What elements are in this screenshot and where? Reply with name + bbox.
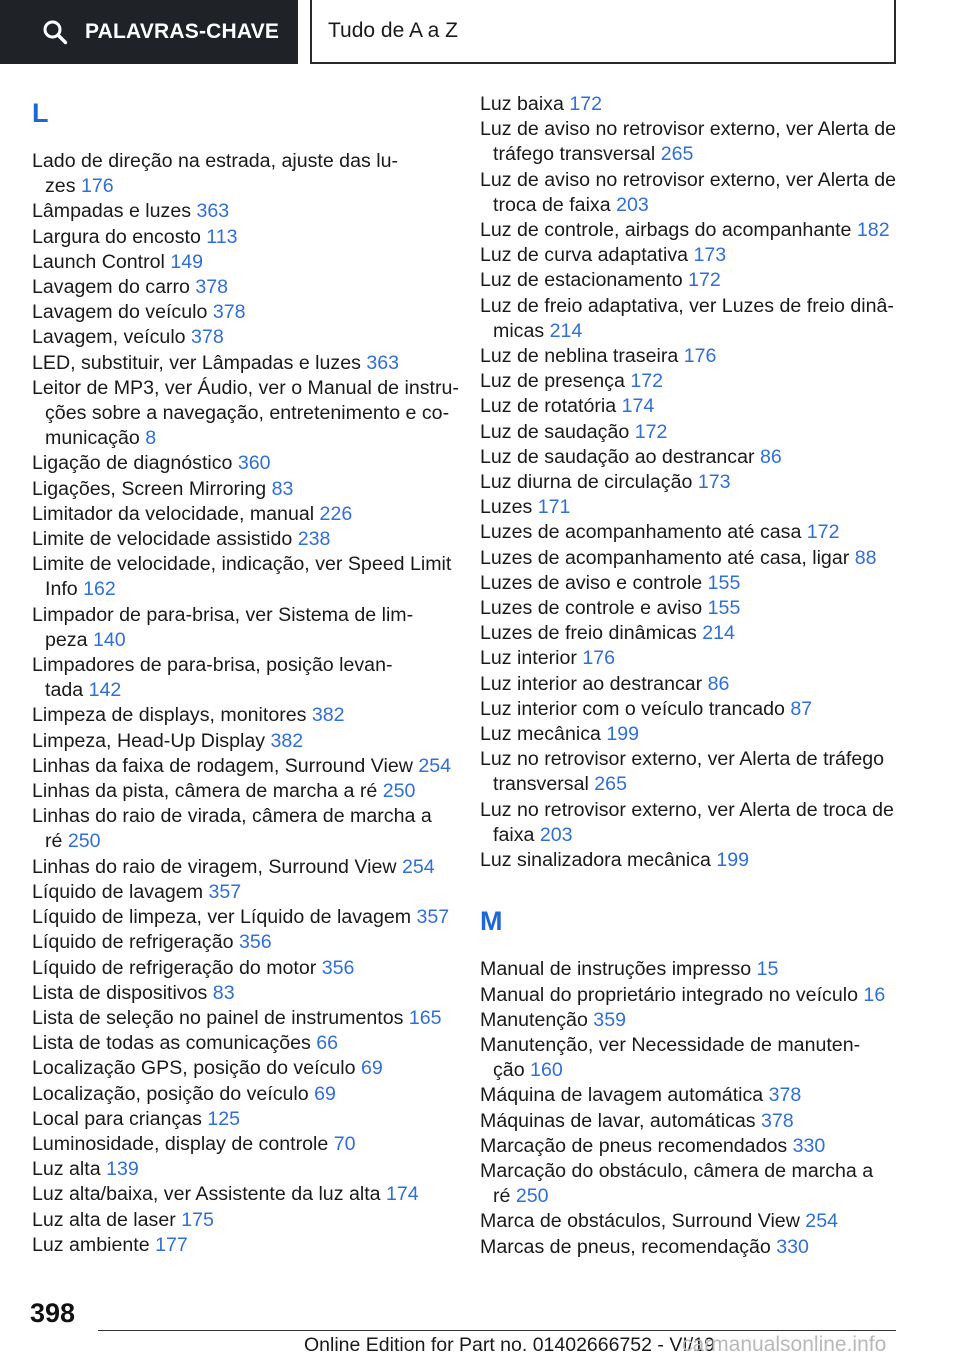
page-reference-link[interactable]: 66 xyxy=(316,1032,339,1055)
entry-text: Manutenção xyxy=(480,1008,594,1031)
index-entry xyxy=(32,351,452,376)
entry-text: Marca de obstáculos, Surround View xyxy=(480,1210,806,1233)
entry-text: Luz de aviso no retrovisor externo, ver Alerta de xyxy=(480,168,897,191)
index-entry xyxy=(32,1208,452,1233)
page-reference-link[interactable]: 357 xyxy=(208,880,242,903)
tab-a-to-z-label: Tudo de A a Z xyxy=(328,19,458,42)
entry-text: ré xyxy=(493,1185,516,1208)
entry-text: Luz de saudação xyxy=(480,420,635,443)
entry-text: Info xyxy=(45,578,84,601)
index-entry xyxy=(32,527,452,552)
page-reference-link[interactable]: 254 xyxy=(401,855,435,878)
entry-text: Luz de neblina traseira xyxy=(480,345,684,368)
entry-text: Linhas do raio de viragem, Surround View xyxy=(32,855,402,878)
entry-text: Luz de curva adaptativa xyxy=(480,244,694,267)
index-entry xyxy=(32,729,452,754)
page-reference-link[interactable]: 172 xyxy=(569,93,603,115)
index-entry xyxy=(480,294,900,344)
entry-text: Lavagem do carro xyxy=(32,276,196,299)
entry-text: Luz no retrovisor externo, ver Alerta de tráfego xyxy=(480,748,885,771)
watermark: carmanualsonline.info xyxy=(682,1333,887,1356)
page-reference-link[interactable]: 357 xyxy=(416,906,450,929)
index-entry xyxy=(32,199,452,224)
index-entry xyxy=(480,747,900,797)
page-reference-link[interactable]: 176 xyxy=(80,175,114,198)
page-reference-link[interactable]: 86 xyxy=(707,672,730,695)
page-reference-link[interactable]: 165 xyxy=(408,1006,442,1029)
page-reference-link[interactable]: 378 xyxy=(761,1109,794,1132)
index-entry xyxy=(480,571,900,596)
entry-text: ções sobre a navegação, entretenimento e co- xyxy=(45,402,450,425)
page-reference-link[interactable]: 359 xyxy=(593,1008,626,1031)
entry-text: Luzes de controle e aviso xyxy=(480,597,708,620)
entry-text: Líquido de limpeza, ver Líquido de lavagem xyxy=(32,906,417,929)
index-entry xyxy=(480,1159,900,1209)
page-reference-link[interactable]: 226 xyxy=(319,502,353,525)
edition-info: Online Edition for Part no. 01402666752 - VI/19 xyxy=(304,1334,715,1356)
entry-text: Limite de velocidade assistido xyxy=(32,528,298,551)
index-entry xyxy=(480,520,900,545)
page-reference-link[interactable]: 378 xyxy=(212,301,246,324)
index-entry xyxy=(480,1033,900,1083)
index-entry xyxy=(32,325,452,350)
page-reference-link[interactable]: 203 xyxy=(539,823,573,846)
entry-text: tada xyxy=(45,679,89,702)
index-entry xyxy=(32,250,452,275)
entry-text: Marcas de pneus, recomendação xyxy=(480,1235,777,1258)
index-entry xyxy=(32,855,452,880)
entry-text: Luz de estacionamento xyxy=(480,269,689,292)
page-reference-link[interactable]: 155 xyxy=(707,597,741,620)
index-entry xyxy=(480,621,900,646)
page-reference-link[interactable]: 378 xyxy=(191,326,224,349)
page-reference-link[interactable]: 176 xyxy=(683,345,717,368)
page-reference-link[interactable]: 254 xyxy=(805,1210,838,1233)
page-reference-link[interactable]: 176 xyxy=(582,647,616,670)
index-entry xyxy=(480,117,900,167)
index-entry xyxy=(480,1235,900,1260)
page-reference-link[interactable]: 155 xyxy=(707,571,741,594)
entry-text: Líquido de lavagem xyxy=(32,880,209,903)
entry-text: Ligação de diagnóstico xyxy=(32,452,238,475)
page-reference-link[interactable]: 378 xyxy=(768,1084,802,1107)
page-reference-link[interactable]: 70 xyxy=(333,1132,356,1155)
entry-text: Lista de todas as comunicações xyxy=(32,1032,317,1055)
index-entry xyxy=(480,957,900,982)
entry-text: Lâmpadas e luzes xyxy=(32,200,197,223)
index-entry xyxy=(480,1083,900,1108)
keywords-label: PALAVRAS-CHAVE xyxy=(85,20,280,43)
entry-text: transversal xyxy=(493,773,595,796)
page-reference-link[interactable]: 88 xyxy=(854,546,877,569)
entry-text: Limpeza, Head-Up Display xyxy=(32,729,271,752)
page-reference-link[interactable]: 378 xyxy=(195,276,229,299)
entry-text: Largura do encosto xyxy=(32,225,207,248)
entry-text: municação xyxy=(45,427,146,450)
keywords-button[interactable] xyxy=(0,0,298,64)
page-reference-link[interactable]: 173 xyxy=(693,244,727,267)
entry-text: Luz ambiente xyxy=(32,1233,156,1256)
index-entry xyxy=(32,703,452,728)
index-entry xyxy=(32,1233,452,1258)
letter-spacer xyxy=(480,939,900,957)
index-entry xyxy=(480,218,900,243)
entry-text: Luz alta xyxy=(32,1158,107,1181)
entry-text: Lavagem, veículo xyxy=(32,326,192,349)
index-entry xyxy=(480,420,900,445)
index-entry xyxy=(480,546,900,571)
entry-text: Luz alta de laser xyxy=(32,1208,182,1231)
entry-text: Lista de seleção no painel de instrumentos xyxy=(32,1006,409,1029)
index-entry xyxy=(32,779,452,804)
index-entry xyxy=(32,552,452,602)
index-entry xyxy=(32,1082,452,1107)
page-reference-link[interactable]: 250 xyxy=(515,1185,549,1208)
index-entry xyxy=(480,1109,900,1134)
entry-text: Localização, posição do veículo xyxy=(32,1082,315,1105)
page-reference-link[interactable]: 214 xyxy=(549,319,583,342)
entry-text: Líquido de refrigeração do motor xyxy=(32,956,322,979)
index-entry xyxy=(32,149,452,199)
page-reference-link[interactable]: 83 xyxy=(271,477,294,500)
page-reference-link[interactable]: 171 xyxy=(537,496,571,519)
top-navigation xyxy=(0,0,960,66)
entry-text: Luz no retrovisor externo, ver Alerta de troca de xyxy=(480,798,894,821)
index-entry xyxy=(32,502,452,527)
page-reference-link[interactable]: 363 xyxy=(366,351,400,374)
page-reference-link[interactable]: 172 xyxy=(688,269,721,292)
footer-divider xyxy=(98,1330,896,1331)
page-reference-link[interactable]: 16 xyxy=(863,983,886,1006)
letter-spacer xyxy=(32,131,452,149)
index-entry xyxy=(480,1134,900,1159)
entry-text: peza xyxy=(45,628,93,651)
entry-text: Líquido de refrigeração xyxy=(32,931,239,954)
page-reference-link[interactable]: 182 xyxy=(856,219,890,242)
page-reference-link[interactable]: 69 xyxy=(314,1082,336,1105)
entry-text: Máquina de lavagem automática xyxy=(480,1084,769,1107)
page-reference-link[interactable]: 172 xyxy=(634,420,668,443)
index-entry xyxy=(480,168,900,218)
entry-text: ré xyxy=(45,830,68,853)
entry-text: Local para crianças xyxy=(32,1107,208,1130)
page-reference-link[interactable]: 363 xyxy=(196,200,230,223)
page-reference-link[interactable]: 254 xyxy=(418,754,452,777)
page-reference-link[interactable]: 199 xyxy=(606,723,640,746)
index-entry xyxy=(480,470,900,495)
entry-text: Luz de saudação ao destrancar xyxy=(480,445,760,468)
entry-text: Luz sinalizadora mecânica xyxy=(480,849,717,872)
page-reference-link[interactable]: 382 xyxy=(311,704,345,727)
entry-text: Manutenção, ver Necessidade de manuten- xyxy=(480,1033,861,1056)
entry-text: Luz de freio adaptativa, ver Luzes de freio dinâ- xyxy=(480,294,894,317)
entry-text: Luzes de acompanhamento até casa, ligar xyxy=(480,546,855,569)
entry-text: Luzes de freio dinâmicas xyxy=(480,622,703,645)
page-reference-link[interactable]: 330 xyxy=(776,1235,809,1258)
entry-text: Limitador da velocidade, manual xyxy=(32,502,320,525)
index-entry xyxy=(480,646,900,671)
index-entry xyxy=(32,300,452,325)
index-entry xyxy=(32,804,452,854)
index-entry xyxy=(480,722,900,747)
page-reference-link[interactable]: 360 xyxy=(237,452,271,475)
index-entry xyxy=(32,930,452,955)
entry-text: Launch Control xyxy=(32,250,171,273)
index-entry xyxy=(32,1031,452,1056)
entry-text: Localização GPS, posição do veículo xyxy=(32,1057,361,1080)
section-letter: L xyxy=(32,98,49,128)
page-reference-link[interactable]: 265 xyxy=(660,143,694,166)
entry-text: Luzes de acompanhamento até casa xyxy=(480,521,807,544)
page-reference-link[interactable]: 177 xyxy=(155,1233,188,1256)
index-entry xyxy=(32,956,452,981)
entry-text: Luz interior xyxy=(480,647,583,670)
section-spacer xyxy=(480,873,900,895)
entry-text: Luz baixa xyxy=(480,93,570,115)
entry-text: ção xyxy=(493,1059,531,1082)
page-reference-link[interactable]: 238 xyxy=(297,528,331,551)
page-reference-link[interactable]: 83 xyxy=(212,981,235,1004)
page-reference-link[interactable]: 172 xyxy=(806,521,840,544)
page-reference-link[interactable]: 356 xyxy=(238,931,272,954)
entry-text: Luz alta/baixa, ver Assistente da luz alta xyxy=(32,1183,386,1206)
page-reference-link[interactable]: 142 xyxy=(88,679,122,702)
page-reference-link[interactable]: 69 xyxy=(360,1057,383,1080)
index-entry xyxy=(480,1209,900,1234)
index-entry xyxy=(480,394,900,419)
page-reference-link[interactable]: 250 xyxy=(67,830,101,853)
page-reference-link[interactable]: 174 xyxy=(621,395,655,418)
page-reference-link[interactable]: 172 xyxy=(630,370,664,393)
page-reference-link[interactable]: 15 xyxy=(756,958,779,981)
page-reference-link[interactable]: 160 xyxy=(530,1059,563,1082)
entry-text: Luz de controle, airbags do acompanhante xyxy=(480,219,857,242)
entry-text: Lado de direção na estrada, ajuste das lu- xyxy=(32,150,398,172)
index-entry xyxy=(480,596,900,621)
page-reference-link[interactable]: 149 xyxy=(170,250,204,273)
page-reference-link[interactable]: 214 xyxy=(702,622,735,645)
page-reference-link[interactable]: 173 xyxy=(697,471,731,494)
entry-text: Marcação do obstáculo, câmera de marcha a xyxy=(480,1159,874,1182)
entry-text: LED, substituir, ver Lâmpadas e luzes xyxy=(32,351,367,374)
index-entry xyxy=(32,653,452,703)
entry-text: Limpador de para-brisa, ver Sistema de lim- xyxy=(32,603,414,626)
entry-text: Luz de presença xyxy=(480,370,631,393)
tab-a-to-z[interactable] xyxy=(310,0,896,64)
entry-text: Manual de instruções impresso xyxy=(480,958,757,981)
entry-text: Lista de dispositivos xyxy=(32,981,213,1004)
entry-text: Limite de velocidade, indicação, ver Speed Limit xyxy=(32,553,452,576)
index-entry xyxy=(480,983,900,1008)
page-reference-link[interactable]: 162 xyxy=(83,578,116,601)
index-entry xyxy=(32,1157,452,1182)
entry-text: Luz interior ao destrancar xyxy=(480,672,708,695)
index-entry xyxy=(480,369,900,394)
index-entry xyxy=(480,848,900,873)
page-reference-link[interactable]: 140 xyxy=(92,628,126,651)
index-entry xyxy=(32,603,452,653)
page-reference-link[interactable]: 125 xyxy=(207,1107,241,1130)
page-reference-link[interactable]: 330 xyxy=(792,1134,826,1157)
entry-text: Marcação de pneus recomendados xyxy=(480,1134,793,1157)
page-reference-link[interactable]: 175 xyxy=(181,1208,214,1231)
page-reference-link[interactable]: 86 xyxy=(759,445,782,468)
index-entry xyxy=(480,798,900,848)
entry-text: Luz diurna de circulação xyxy=(480,471,698,494)
entry-text: Máquinas de lavar, automáticas xyxy=(480,1109,761,1132)
page-reference-link[interactable]: 139 xyxy=(106,1158,139,1181)
entry-text: Luz mecânica xyxy=(480,723,607,746)
entry-text: faixa xyxy=(493,823,540,846)
index-entry xyxy=(480,268,900,293)
page-reference-link[interactable]: 8 xyxy=(145,427,157,450)
index-entry xyxy=(480,495,900,520)
page-number: 398 xyxy=(30,1298,76,1328)
entry-text: micas xyxy=(493,319,550,342)
index-entry xyxy=(480,344,900,369)
index-entry xyxy=(32,754,452,779)
index-entry xyxy=(480,445,900,470)
page-reference-link[interactable]: 356 xyxy=(321,956,355,979)
entry-text: Ligações, Screen Mirroring xyxy=(32,477,272,500)
index-entry xyxy=(32,1107,452,1132)
entry-text: Limpeza de displays, monitores xyxy=(32,704,312,727)
entry-text: Linhas da pista, câmera de marcha a ré xyxy=(32,780,383,803)
index-entry xyxy=(32,1056,452,1081)
index-entry xyxy=(480,243,900,268)
page-reference-link[interactable]: 265 xyxy=(594,773,627,796)
entry-text: Luzes de aviso e controle xyxy=(480,571,708,594)
entry-text: troca de faixa xyxy=(493,193,617,216)
index-entry xyxy=(480,672,900,697)
entry-text: Leitor de MP3, ver Áudio, ver o Manual de instru- xyxy=(32,376,459,399)
page-reference-link[interactable]: 382 xyxy=(270,729,304,752)
index-entry xyxy=(32,275,452,300)
index-entry xyxy=(32,880,452,905)
index-entry xyxy=(32,905,452,930)
entry-text: Linhas do raio de virada, câmera de marcha a xyxy=(32,805,432,828)
index-entry xyxy=(480,1008,900,1033)
entry-text: Manual do proprietário integrado no veículo xyxy=(480,983,864,1006)
entry-text: Lavagem do veículo xyxy=(32,301,213,324)
index-entry xyxy=(32,1182,452,1207)
entry-text: Linhas da faixa de rodagem, Surround View xyxy=(32,754,419,777)
index-column-right xyxy=(480,92,900,1260)
page-reference-link[interactable]: 87 xyxy=(790,697,813,720)
index-entry xyxy=(32,1006,452,1031)
entry-text: Luz de rotatória xyxy=(480,395,622,418)
entry-text: Luzes xyxy=(480,496,538,519)
entry-text: Luminosidade, display de controle xyxy=(32,1132,334,1155)
index-entry xyxy=(32,981,452,1006)
page-reference-link[interactable]: 250 xyxy=(382,780,416,803)
index-entry xyxy=(32,225,452,250)
page-reference-link[interactable]: 203 xyxy=(616,193,649,216)
index-entry xyxy=(32,451,452,476)
page-reference-link[interactable]: 174 xyxy=(385,1183,419,1206)
index-entry xyxy=(32,376,459,452)
index-column-left xyxy=(32,92,459,1258)
search-icon xyxy=(42,19,68,45)
section-letter: M xyxy=(480,906,503,937)
entry-text: zes xyxy=(45,175,81,198)
page-reference-link[interactable]: 113 xyxy=(206,225,238,248)
entry-text: Luz interior com o veículo trancado xyxy=(480,697,791,720)
index-entry xyxy=(480,697,900,722)
index-entry xyxy=(32,477,452,502)
entry-text: Limpadores de para-brisa, posição levan- xyxy=(32,654,393,677)
index-entry xyxy=(480,92,900,117)
index-entry xyxy=(32,1132,452,1157)
page-reference-link[interactable]: 199 xyxy=(716,849,750,872)
entry-text: tráfego transversal xyxy=(493,143,661,166)
entry-text: Luz de aviso no retrovisor externo, ver Alerta de xyxy=(480,118,897,141)
